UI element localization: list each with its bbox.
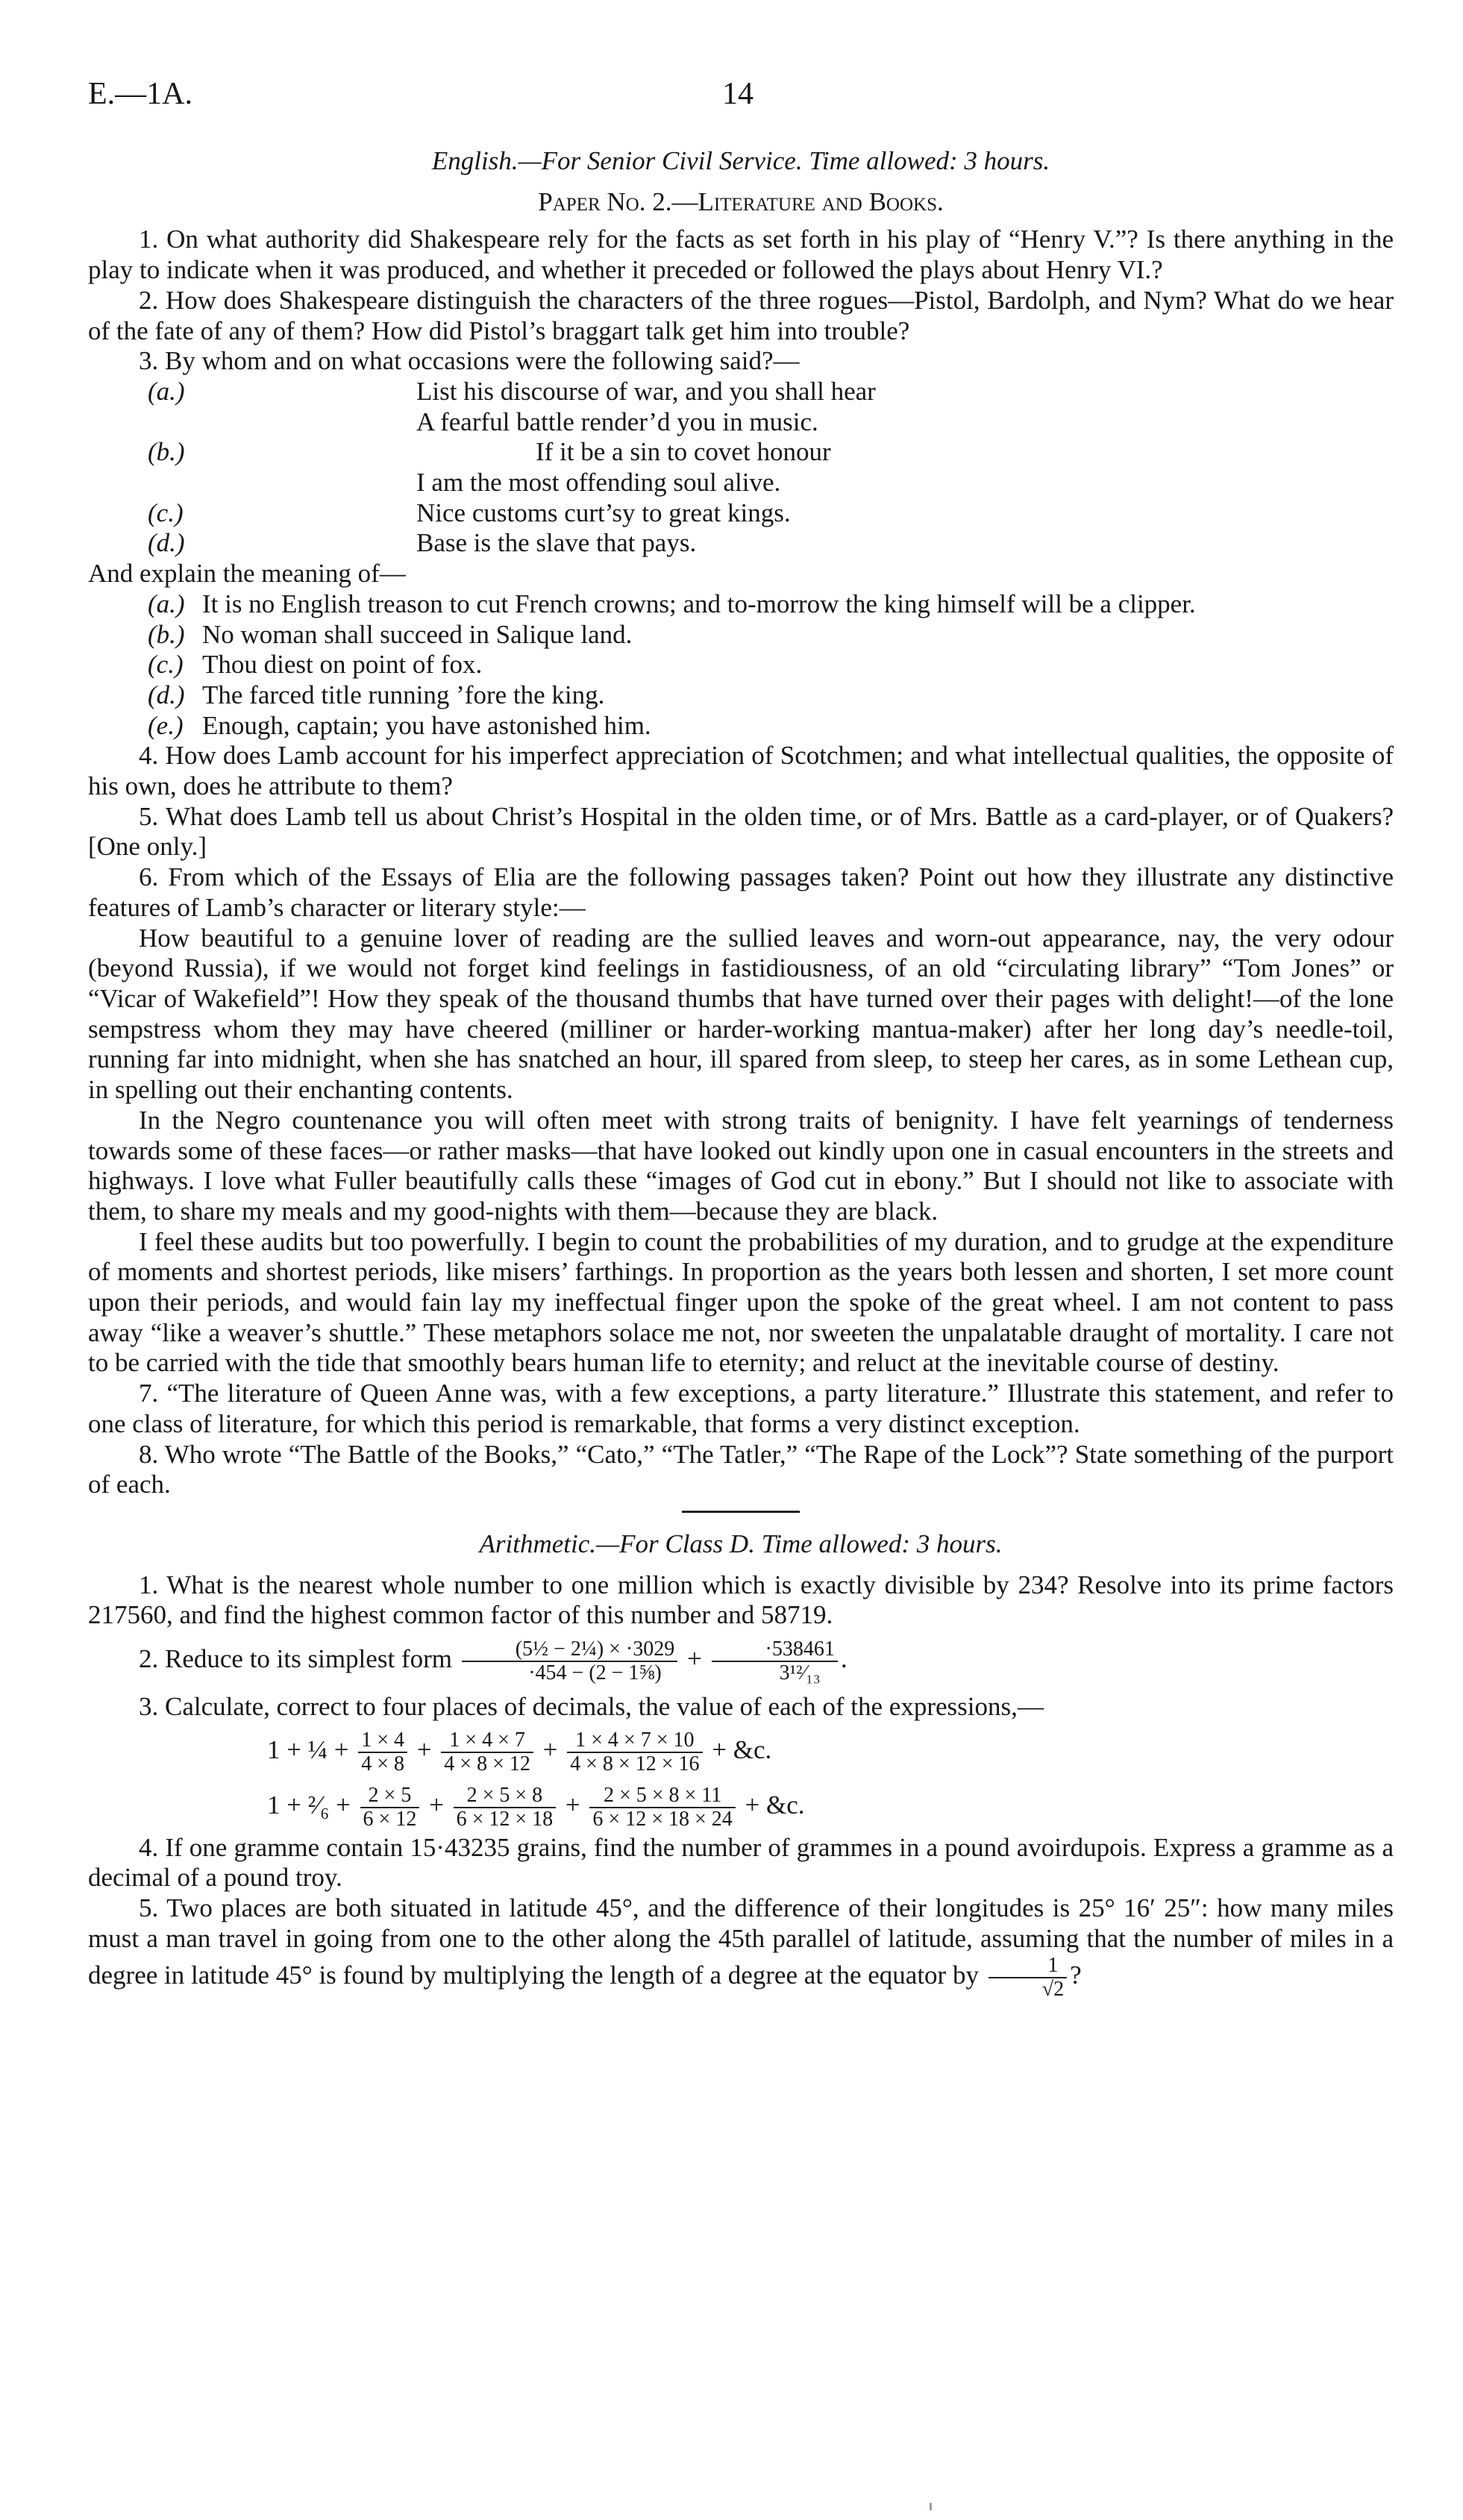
passage-1: How beautiful to a genuine lover of reading are the sullied leaves and worn-out appearance, nay, the very odour (beyond Russia), if we would not forget kind feelings in fastidiousness, of an old “circulating library” “Tom Jones” or “Vicar of Wakefield”! How they speak of the thousand thumbs that have turned over their pages with delight!—of the lone sempstress whom they may have cheered (milliner or harder-working mantua-maker) after her long day’s needle-toil, running far into midnight, when she has snatched an hour, ill spared from sleep, to steep her cares, as in some Lethean cup, in spelling out their enchanting contents. xyxy=(88,923,1394,1105)
quote-b-cont xyxy=(88,468,1394,498)
fraction-denominator: 6 × 12 × 18 xyxy=(456,1807,554,1831)
fraction xyxy=(589,1784,735,1831)
arith-question-3: 3. Calculate, correct to four places of decimals, the value of each of the expressions,— xyxy=(139,1692,1044,1722)
explain-text: No woman shall succeed in Salique land. xyxy=(202,619,633,649)
quote-b xyxy=(88,437,1394,468)
explain-text: Thou diest on point of fox. xyxy=(202,650,483,680)
question-8: 8. Who wrote “The Battle of the Books,” “Cato,” “The Tatler,” “The Rape of the Lock”? State something of the purport of each. xyxy=(88,1439,1394,1499)
fraction xyxy=(567,1729,702,1775)
fraction xyxy=(462,1638,678,1684)
fraction-numerator: (5½ − 2¼) × ·3029 xyxy=(462,1638,678,1662)
explain-c xyxy=(88,650,1394,680)
fraction-denominator: 3¹²⁄₁₃ xyxy=(779,1661,821,1685)
series-1: 1 + ¼ + $\frac{1 \times 4}{4 \times 8}$ + $\frac{1 \times 4 \times 7}{4 \times 8 \times 12}$ + $\frac{1 \times 4 \times 7 \times 10}{4 \times 8 \times 12 \times 16}$ + &c. xyxy=(267,1728,772,1775)
arith-question-2: 2. Reduce to its simplest form $\frac{\text{(5½ − 2¼) × ·3029}}{\text{·454 − (2 − 1⅝)}}$ + $\frac{\cdot 538461}{\text{3¹²⁄₁₃}}$ . xyxy=(139,1637,848,1685)
explain-label: (a.) xyxy=(148,589,185,618)
fraction-denominator: 4 × 8 xyxy=(361,1752,405,1775)
explain-a xyxy=(88,589,1394,620)
question-6: 6. From which of the Essays of Elia are the following passages taken? Point out how they illustrate any distinctive features of Lamb’s character or literary style:— xyxy=(88,862,1394,922)
quote-label: (a.) xyxy=(148,376,185,406)
arith-q5-end: ? xyxy=(1070,1960,1082,1990)
series-2: 1 + ²⁄₆ + $\frac{2 \times 5}{6 \times 12}$ + $\frac{2 \times 5 \times 8}{6 \times 12 \times 18}$ + $\frac{2 \times 5 \times 8 \times 11}{6 \times 12 \times 18 \times 24}$ + &c. xyxy=(267,1783,805,1831)
quote-line: Base is the slave that pays. xyxy=(416,528,697,558)
quote-label: (b.) xyxy=(148,437,185,467)
passage-3: I feel these audits but too powerfully. I begin to count the probabilities of my duration, and to grudge at the expenditure of moments and shortest periods, like misers’ farthings. In proportion as the years both lessen and shorten, I set more count upon their periods, and would fain lay my ineffectual finger upon the spoke of the great wheel. I am not content to pass away “like a weaver’s shuttle.” These metaphors solace me not, nor sweeten the unpalatable draught of mortality. I care not to be carried with the tide that smoothly bears human life to eternity; and reluct at the inevitable course of destiny. xyxy=(88,1226,1394,1378)
series-etc: &c. xyxy=(766,1790,805,1820)
arith-q5-text: 5. Two places are both situated in latitude 45°, and the difference of their longitudes is 25° 16′ 25″: how many miles must a man travel in going from one to the other along the 45th parallel of latitude, assuming that the number of miles in a degree in latitude 45° is found by multiplying the length of a degree at the equator by xyxy=(88,1893,1394,1990)
quote-d xyxy=(88,528,1394,559)
arith-q2-text: 2. Reduce to its simplest form xyxy=(139,1644,452,1674)
fraction-denominator: √2 xyxy=(1041,1977,1065,2001)
fraction xyxy=(358,1729,407,1775)
quote-line: List his discourse of war, and you shall hear xyxy=(416,376,876,406)
fraction-numerator: 1 × 4 × 7 xyxy=(441,1729,533,1753)
fraction-numerator: 1 × 4 × 7 × 10 xyxy=(567,1729,702,1753)
fraction-denominator: ·454 − (2 − 1⅝) xyxy=(528,1661,662,1685)
fraction xyxy=(712,1638,838,1684)
quote-a xyxy=(88,377,1394,407)
explain-label: (b.) xyxy=(148,619,185,649)
fraction xyxy=(454,1784,557,1831)
explain-intro: And explain the meaning of— xyxy=(88,559,406,589)
quote-a-cont xyxy=(88,407,1394,438)
fraction xyxy=(441,1729,533,1775)
fraction-denominator: 6 × 12 xyxy=(363,1807,417,1831)
quote-label: (d.) xyxy=(148,528,185,558)
fraction-numerator: 2 × 5 × 8 xyxy=(454,1784,557,1808)
header-code: E.—1 xyxy=(88,77,163,111)
explain-d xyxy=(88,680,1394,711)
explain-text: It is no English treason to cut French crowns; and to-morrow the king himself will be a clipper. xyxy=(202,589,1196,618)
quote-label: (c.) xyxy=(148,498,184,527)
question-4: 4. How does Lamb account for his imperfect appreciation of Scotchmen; and what intellectual qualities, the opposite of his own, does he attribute to them? xyxy=(88,741,1394,801)
arith-question-5 xyxy=(88,1893,1394,2000)
explain-b xyxy=(88,620,1394,651)
quote-line: I am the most offending soul alive. xyxy=(416,468,781,498)
fraction-numerator: 2 × 5 × 8 × 11 xyxy=(589,1784,735,1808)
question-5: 5. What does Lamb tell us about Christ’s Hospital in the olden time, or of Mrs. Battle as a card-player, or of Quakers? [One only.] xyxy=(88,801,1394,862)
section-divider xyxy=(682,1511,800,1513)
fraction-denominator: 4 × 8 × 12 xyxy=(444,1752,530,1775)
fraction-numerator: 2 × 5 xyxy=(360,1784,420,1808)
explain-e xyxy=(88,711,1394,742)
fraction-denominator: 4 × 8 × 12 × 16 xyxy=(570,1752,700,1775)
quote-c xyxy=(88,498,1394,529)
explain-label: (c.) xyxy=(148,650,184,680)
explain-text: Enough, captain; you have astonished him. xyxy=(202,710,651,740)
quote-line: A fearful battle render’d you in music. xyxy=(416,407,818,436)
series-lead: 1 + ²⁄₆ + xyxy=(267,1790,351,1820)
question-7: 7. “The literature of Queen Anne was, with a few exceptions, a party literature.” Illustrate this statement, and refer to one class of literature, for which this period is remarkable, that forms a very distinct exception. xyxy=(88,1379,1394,1438)
question-3: 3. By whom and on what occasions were the following said?— xyxy=(139,346,800,376)
explain-text: The farced title running ’fore the king. xyxy=(202,680,605,709)
print-mark xyxy=(930,2503,932,2510)
header-code-suffix: A xyxy=(162,77,185,111)
fraction-numerator: ·538461 xyxy=(712,1638,838,1662)
fraction-numerator: 1 xyxy=(989,1955,1067,1978)
fraction-denominator: 6 × 12 × 18 × 24 xyxy=(592,1807,733,1831)
fraction-numerator: 1 × 4 xyxy=(358,1729,407,1753)
explain-label: (e.) xyxy=(148,710,184,740)
quote-line: If it be a sin to covet honour xyxy=(536,437,831,467)
explain-label: (d.) xyxy=(148,680,185,709)
series-lead: 1 + ¼ + xyxy=(267,1734,349,1764)
question-1: 1. On what authority did Shakespeare rely for the facts as set forth in his play of “Henry V.”? Is there anything in the play to indicate when it was produced, and whether it preceded or followed the plays about Henry VI.? xyxy=(88,225,1394,285)
running-header: E.—1A. xyxy=(88,77,192,111)
quote-line: Nice customs curt’sy to great kings. xyxy=(416,498,791,527)
arithmetic-section-title: Arithmetic.—For Class D. Time allowed: 3 hours. xyxy=(479,1529,1003,1558)
page-number: 14 xyxy=(722,77,754,111)
page-body xyxy=(88,146,1394,2001)
fraction xyxy=(989,1955,1067,2001)
fraction xyxy=(360,1784,420,1831)
arith-question-1: 1. What is the nearest whole number to one million which is exactly divisible by 234? Resolve into its prime factors 217560, and find the highest common factor of this number and 58719. xyxy=(88,1570,1394,1630)
question-2: 2. How does Shakespeare distinguish the characters of the three rogues—Pistol, Bardolph, and Nym? What do we hear of the fate of any of them? How did Pistol’s braggart talk get him into trouble? xyxy=(88,285,1394,345)
english-paper-title: Paper No. 2.—Literature and Books. xyxy=(538,187,944,216)
english-section-title: English.—For Senior Civil Service. Time allowed: 3 hours. xyxy=(431,146,1050,175)
arith-question-4: 4. If one gramme contain 15·43235 grains, find the number of grammes in a pound avoirdupois. Express a gramme as a decimal of a pound troy. xyxy=(88,1832,1394,1893)
series-etc: &c. xyxy=(733,1734,772,1764)
passage-2: In the Negro countenance you will often meet with strong traits of benignity. I have felt yearnings of tenderness towards some of these faces—or rather masks—that have looked out kindly upon one in casual encounters in the streets and highways. I love what Fuller beautifully calls these “images of God cut in ebony.” But I should not like to associate with them, to share my meals and my good-nights with them—because they are black. xyxy=(88,1105,1394,1226)
